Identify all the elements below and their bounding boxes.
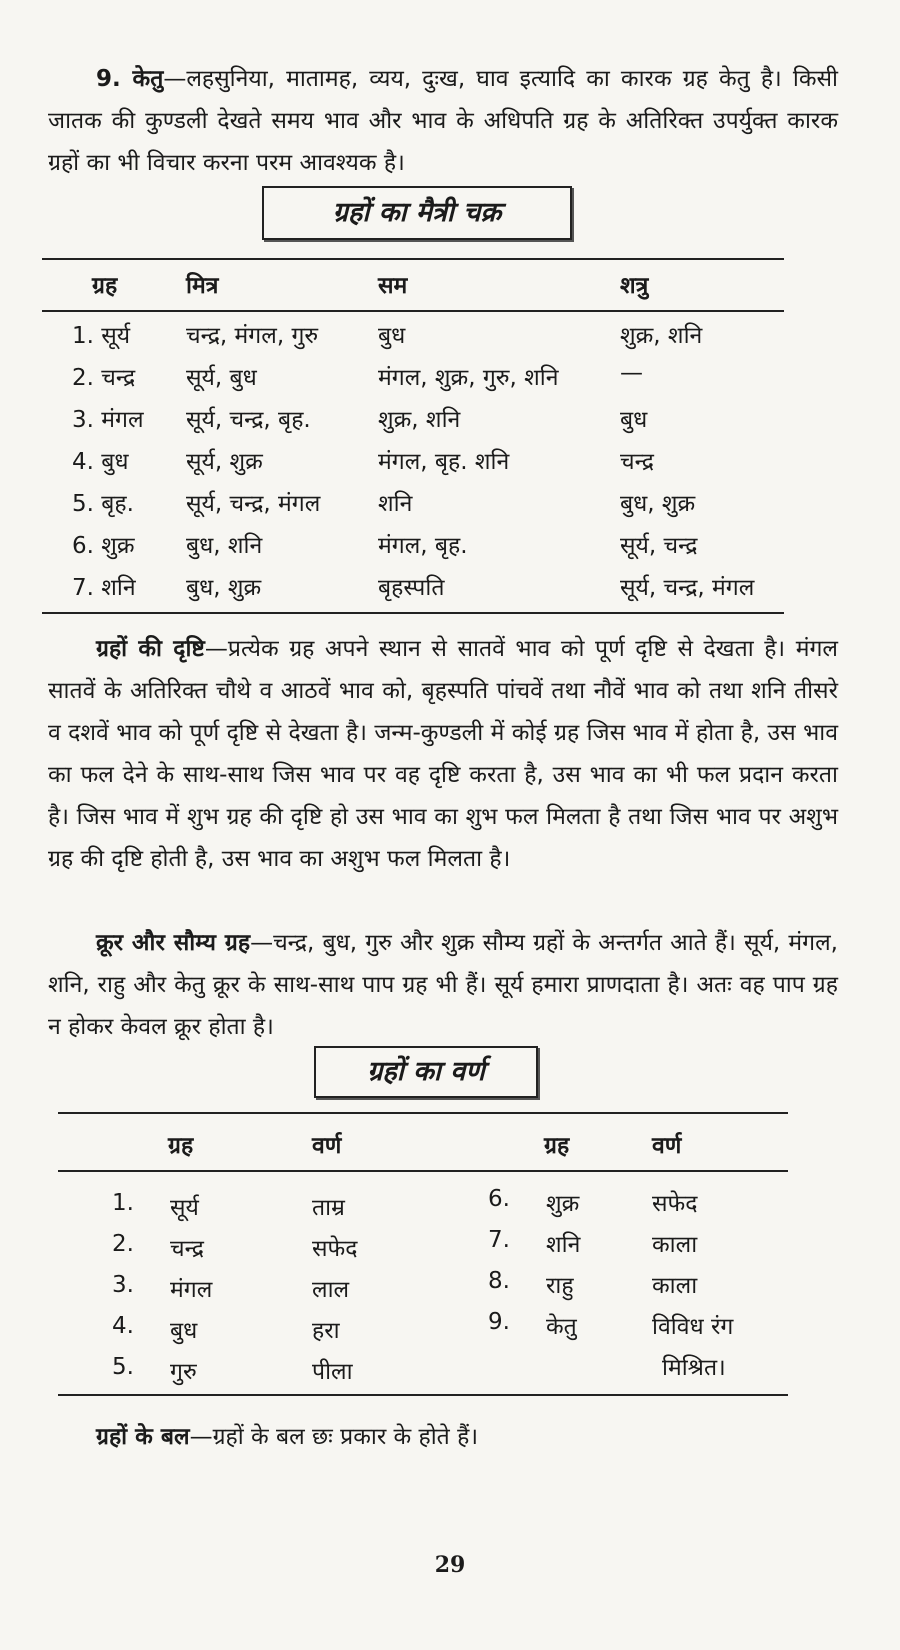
- varna-right-row-3-graha: राहु: [546, 1273, 574, 1299]
- varna-left-row-2-varna: सफेद: [312, 1236, 358, 1262]
- maitri-row-3-mitra: सूर्य, चन्द्र, बृह.: [186, 407, 311, 433]
- maitri-row-1-graha: 1. सूर्य: [72, 323, 131, 349]
- varna-header-graha-left: ग्रह: [168, 1133, 194, 1159]
- varna-top-rule: [58, 1112, 788, 1114]
- ketu-text: —लहसुनिया, मातामह, व्यय, दुःख, घाव इत्यादि का कारक ग्रह केतु है। किसी जातक की कुण्डली देखते समय भाव और भाव के अधिपति ग्रह के अतिरिक्त उपर्युक्त कारक ग्रहों का भी विचार करना परम आवश्यक है।: [48, 66, 838, 176]
- maitri-row-2-graha: 2. चन्द्र: [72, 365, 136, 391]
- krura-text: —चन्द्र, बुध, गुरु और शुक्र सौम्य ग्रहों के अन्तर्गत आते हैं। सूर्य, मंगल, शनि, राहु और केतु क्रूर के साथ-साथ पाप ग्रह भी हैं। सूर्य हमारा प्राणदाता है। अतः वह पाप ग्रह न होकर केवल क्रूर होता है।: [48, 930, 838, 1040]
- varna-left-row-5-graha: गुरु: [170, 1359, 197, 1385]
- maitri-row-6-shatru: सूर्य, चन्द्र: [620, 533, 698, 559]
- varna-bottom-rule: [58, 1394, 788, 1396]
- maitri-row-2-shatru: —: [620, 360, 643, 386]
- maitri-header-rule: [42, 310, 784, 312]
- maitri-row-7-sam: बृहस्पति: [378, 575, 445, 601]
- varna-right-row-1-graha: शुक्र: [546, 1191, 580, 1217]
- maitri-header-shatru: शत्रु: [620, 273, 649, 299]
- varna-right-row-3-num: 8.: [488, 1268, 510, 1294]
- varna-right-row-3-varna: काला: [652, 1273, 698, 1299]
- varna-header-varna-left: वर्ण: [312, 1133, 342, 1159]
- bal-heading: ग्रहों के बल: [96, 1424, 190, 1450]
- varna-left-row-5-varna: पीला: [312, 1359, 353, 1385]
- maitri-row-7-mitra: बुध, शुक्र: [186, 575, 262, 601]
- krura-heading: क्रूर और सौम्य ग्रह: [96, 930, 251, 956]
- varna-left-row-5-num: 5.: [112, 1354, 134, 1380]
- varna-right-row-2-varna: काला: [652, 1232, 698, 1258]
- maitri-row-4-shatru: चन्द्र: [620, 449, 654, 475]
- varna-left-row-3-graha: मंगल: [170, 1277, 213, 1303]
- varna-left-row-4-varna: हरा: [312, 1318, 340, 1344]
- ketu-heading: 9. केतु: [96, 66, 164, 92]
- maitri-row-3-graha: 3. मंगल: [72, 407, 144, 433]
- varna-left-row-4-num: 4.: [112, 1313, 134, 1339]
- maitri-row-3-shatru: बुध: [620, 407, 648, 433]
- varna-right-row-1-num: 6.: [488, 1186, 510, 1212]
- maitri-row-2-sam: मंगल, शुक्र, गुरु, शनि: [378, 365, 559, 391]
- maitri-row-6-graha: 6. शुक्र: [72, 533, 135, 559]
- maitri-row-5-shatru: बुध, शुक्र: [620, 491, 696, 517]
- maitri-row-1-sam: बुध: [378, 323, 406, 349]
- bal-paragraph: [48, 1416, 838, 1458]
- varna-right-row-2-graha: शनि: [546, 1232, 581, 1258]
- varna-right-row-1-varna: सफेद: [652, 1191, 698, 1217]
- varna-left-row-1-varna: ताम्र: [312, 1195, 345, 1221]
- varna-left-row-4-graha: बुध: [170, 1318, 198, 1344]
- maitri-bottom-rule: [42, 612, 784, 614]
- varna-left-row-2-num: 2.: [112, 1231, 134, 1257]
- maitri-title: ग्रहों का मैत्री चक्र: [332, 197, 502, 228]
- maitri-row-4-sam: मंगल, बृह. शनि: [378, 449, 510, 475]
- drishti-heading: ग्रहों की दृष्टि: [96, 636, 205, 662]
- maitri-row-7-graha: 7. शनि: [72, 575, 136, 601]
- varna-left-row-2-graha: चन्द्र: [170, 1236, 204, 1262]
- maitri-row-3-sam: शुक्र, शनि: [378, 407, 461, 433]
- maitri-row-2-mitra: सूर्य, बुध: [186, 365, 257, 391]
- ketu-paragraph: [48, 58, 838, 184]
- drishti-paragraph: [48, 628, 838, 880]
- varna-left-row-3-num: 3.: [112, 1272, 134, 1298]
- maitri-header-graha: ग्रह: [92, 273, 118, 299]
- maitri-row-1-shatru: शुक्र, शनि: [620, 323, 703, 349]
- varna-title: ग्रहों का वर्ण: [367, 1056, 485, 1087]
- maitri-header-mitra: मित्र: [186, 273, 219, 299]
- varna-right-row-4-num: 9.: [488, 1309, 510, 1335]
- varna-title-box: [314, 1046, 538, 1098]
- bal-text: —ग्रहों के बल छः प्रकार के होते हैं।: [189, 1424, 479, 1450]
- varna-right-row-2-num: 7.: [488, 1227, 510, 1253]
- maitri-row-5-graha: 5. बृह.: [72, 491, 134, 517]
- maitri-top-rule: [42, 258, 784, 260]
- maitri-row-5-mitra: सूर्य, चन्द्र, मंगल: [186, 491, 321, 517]
- maitri-row-4-mitra: सूर्य, शुक्र: [186, 449, 263, 475]
- maitri-header-sam: सम: [378, 273, 408, 299]
- maitri-row-7-shatru: सूर्य, चन्द्र, मंगल: [620, 575, 755, 601]
- maitri-row-1-mitra: चन्द्र, मंगल, गुरु: [186, 323, 319, 349]
- maitri-row-6-mitra: बुध, शनि: [186, 533, 263, 559]
- varna-header-varna-right: वर्ण: [652, 1133, 682, 1159]
- varna-header-graha-right: ग्रह: [544, 1133, 570, 1159]
- varna-header-rule: [58, 1170, 788, 1172]
- maitri-row-4-graha: 4. बुध: [72, 449, 129, 475]
- maitri-row-5-sam: शनि: [378, 491, 413, 517]
- varna-left-row-1-num: 1.: [112, 1190, 134, 1216]
- varna-left-row-3-varna: लाल: [312, 1277, 350, 1303]
- maitri-row-6-sam: मंगल, बृह.: [378, 533, 468, 559]
- krura-paragraph: [48, 922, 838, 1048]
- varna-right-row-4-graha: केतु: [546, 1314, 577, 1340]
- varna-right-row-4-varna: विविध रंग: [652, 1314, 734, 1340]
- drishti-text: —प्रत्येक ग्रह अपने स्थान से सातवें भाव को पूर्ण दृष्टि से देखता है। मंगल सातवें के अतिरिक्त चौथे व आठवें भाव को, बृहस्पति पांचवें तथा नौवें भाव को तथा शनि तीसरे व दशवें भाव को पूर्ण दृष्टि से देखता है। जन्म-कुण्डली में कोई ग्रह जिस भाव में होता है, उस भाव का फल देने के साथ-साथ जिस भाव पर वह दृष्टि करता है, उस भाव का भी फल प्रदान करता है। जिस भाव में शुभ ग्रह की दृष्टि हो उस भाव का शुभ फल मिलता है तथा जिस भाव पर अशुभ ग्रह की दृष्टि होती है, उस भाव का अशुभ फल मिलता है।: [48, 636, 838, 872]
- page-number: 29: [434, 1552, 466, 1578]
- varna-right-row-5-varna: मिश्रित।: [662, 1355, 726, 1381]
- varna-left-row-1-graha: सूर्य: [170, 1195, 199, 1221]
- maitri-title-box: [262, 186, 572, 240]
